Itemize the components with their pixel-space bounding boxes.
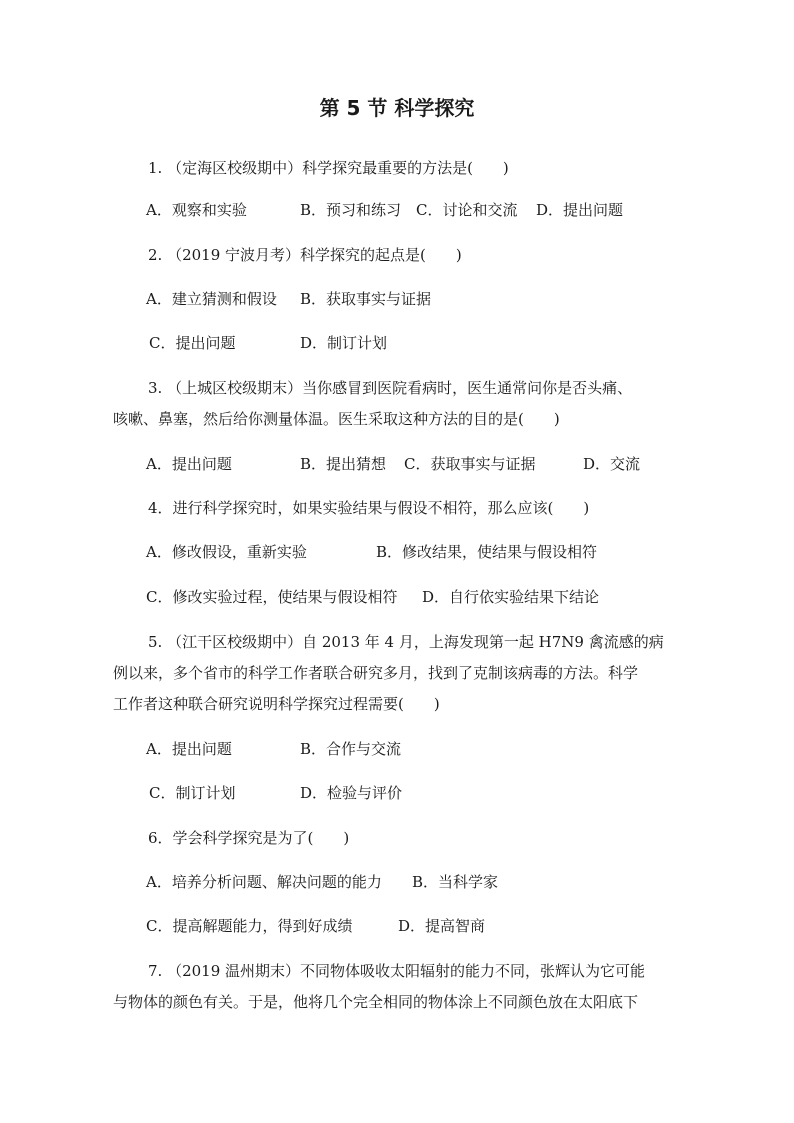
- option-c: C．获取事实与证据: [404, 455, 536, 473]
- option-c: C．提出问题: [149, 334, 236, 352]
- option-b: B．获取事实与证据: [300, 290, 432, 308]
- question-stem: 工作者这种联合研究说明科学探究过程需要( ): [113, 695, 440, 713]
- question-stem: 6．学会科学探究是为了( ): [148, 829, 350, 847]
- option-a: A．建立猜测和假设: [146, 290, 277, 308]
- option-a: A．修改假设，重新实验: [146, 543, 307, 561]
- option-d: D．交流: [583, 455, 641, 473]
- question-stem: 3. （上城区校级期末）当你感冒到医院看病时，医生通常问你是否头痛、: [148, 379, 633, 397]
- option-a: A．提出问题: [146, 455, 232, 473]
- option-a: A．提出问题: [146, 740, 232, 758]
- option-d: D．自行依实验结果下结论: [422, 588, 600, 606]
- question-stem: 例以来，多个省市的科学工作者联合研究多月，找到了克制该病毒的方法。科学: [113, 664, 639, 682]
- option-b: B．修改结果，使结果与假设相符: [376, 543, 598, 561]
- question-stem: 4．进行科学探究时，如果实验结果与假设不相符，那么应该( ): [148, 499, 590, 517]
- option-d: D．检验与评价: [300, 784, 403, 802]
- question-stem: 咳嗽、鼻塞，然后给你测量体温。医生采取这种方法的目的是( ): [113, 410, 560, 428]
- option-b: B．当科学家: [412, 873, 499, 891]
- option-d: D．提高智商: [398, 917, 486, 935]
- page-title: 第 5 节 科学探究: [319, 96, 475, 120]
- option-c: C．讨论和交流: [416, 201, 518, 219]
- question-stem: 7. （2019 温州期末）不同物体吸收太阳辐射的能力不同，张辉认为它可能: [148, 962, 646, 980]
- option-c: C．修改实验过程，使结果与假设相符: [146, 588, 398, 606]
- question-stem: 5. （江干区校级期中）自 2013 年 4 月，上海发现第一起 H7N9 禽流感的病: [148, 633, 664, 651]
- question-stem: 与物体的颜色有关。于是，他将几个完全相同的物体涂上不同颜色放在太阳底下: [113, 993, 639, 1011]
- option-b: B．合作与交流: [300, 740, 402, 758]
- option-c: C．制订计划: [149, 784, 236, 802]
- question-stem: 2. （2019 宁波月考）科学探究的起点是( ): [148, 246, 462, 264]
- option-a: A．培养分析问题、解决问题的能力: [146, 873, 382, 891]
- option-b: B．预习和练习: [300, 201, 402, 219]
- option-d: D．提出问题: [536, 201, 624, 219]
- option-c: C．提高解题能力，得到好成绩: [146, 917, 353, 935]
- option-a: A．观察和实验: [146, 201, 247, 219]
- option-d: D．制订计划: [300, 334, 388, 352]
- option-b: B．提出猜想: [300, 455, 387, 473]
- question-stem: 1. （定海区校级期中）科学探究最重要的方法是( ): [148, 159, 509, 177]
